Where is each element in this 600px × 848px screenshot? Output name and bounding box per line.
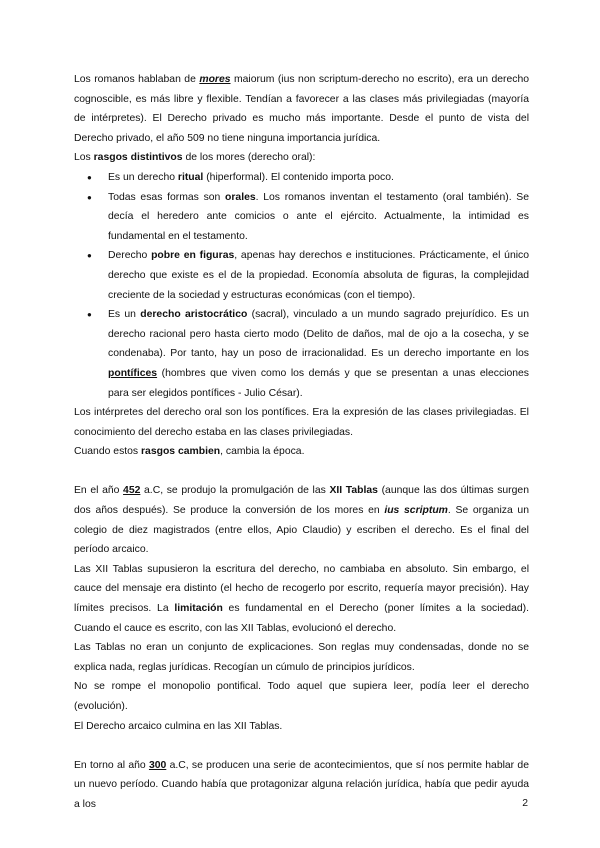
- year-300: 300: [148, 759, 167, 771]
- paragraph-escritura: Las XII Tablas supusieron la escritura del derecho, no cambiaba en absoluto. Sin embargo, el cauce del mensaje era distinto (el hecho de recogerlo por escrito, requería mayor precisión). Hay límites precisos. La limitación es fundamental en el Derecho (poner límites a la sociedad). Cuando el cauce es escrito, con las XII Tablas, evolucionó el derecho.: [74, 563, 529, 634]
- term-pontifices: pontífices: [108, 367, 158, 379]
- year-452: 452: [123, 485, 141, 497]
- paragraph-300: En torno al año 300 a.C, se producen una serie de acontecimientos, que sí nos permite hablar de un nuevo período. Cuando había que protagonizar alguna relación jurídica, había que pedir ayuda a los: [74, 759, 529, 810]
- paragraph-monopolio: No se rompe el monopolio pontifical. Todo aquel que supiera leer, podía leer el derecho (evolución).: [74, 681, 529, 712]
- paragraph-interpretes: Los intérpretes del derecho oral son los pontífices. Era la expresión de las clases privilegiadas. El conocimiento del derecho estaba en las clases privilegiadas.: [74, 407, 529, 438]
- paragraph-rasgos-intro: Los rasgos distintivos de los mores (derecho oral):: [74, 152, 316, 164]
- term-xii-tablas: XII Tablas: [329, 485, 378, 497]
- term-limitacion: limitación: [174, 603, 223, 615]
- page-content: [74, 70, 529, 815]
- term-mores: mores: [199, 74, 231, 85]
- list-item: ● Es un derecho aristocrático (sacral), vinculado a un mundo sagrado prejurídico. Es un derecho racional pero hasta cierto modo (Delito de daños, mal de ojo a la cosecha, y se condenaba). Por tanto, hay un poso de irracionalidad. Es un derecho importante en los pontífices (hombres que viven como los demás y que se presentan a unas elecciones para ser elegidos pontífices - Julio César).: [74, 305, 529, 403]
- paragraph-mores: Los romanos hablaban de mores maiorum (ius non scriptum-derecho no escrito), era un derecho cognoscible, es más libre y flexible. Tendían a favorecer a las clases más privilegiadas (mayoría de intérpretes). El Derecho privado es mucho más importante. Desde el punto de vista del Derecho privado, el año 509 no tiene ninguna importancia jurídica.: [74, 74, 529, 144]
- list-item: ● Todas esas formas son orales. Los romanos inventan el testamento (oral también). Se decía el heredero ante comicios o ante el ejército. Actualmente, la intimidad es fundamental en el testamento.: [74, 188, 529, 247]
- rasgos-list: [74, 168, 529, 403]
- list-item: ● Derecho pobre en figuras, apenas hay derechos e instituciones. Prácticamente, el único derecho que existe es el de la propiedad. Economía absoluta de figuras, la complejidad creciente de la sociedad y estructuras económicas (con el tiempo).: [74, 246, 529, 305]
- page-number: 2: [522, 798, 528, 809]
- paragraph-spacer: [74, 462, 529, 482]
- term-rasgos-distintivos: rasgos distintivos: [93, 152, 183, 164]
- paragraph-452: En el año 452 a.C, se produjo la promulgación de las XII Tablas (aunque las dos últimas surgen dos años después). Se produce la conversión de los mores en ius scriptum. Se organiza un colegio de diez magistrados (entre ellos, Apio Claudio) y escriben el derecho. Es el final del período arcaico.: [74, 485, 529, 556]
- paragraph-culmina: El Derecho arcaico culmina en las XII Tablas.: [74, 720, 283, 732]
- list-item: ● Es un derecho ritual (hiperformal). El contenido importa poco.: [74, 168, 529, 188]
- term-ius-scriptum: ius scriptum: [384, 505, 448, 517]
- paragraph-rasgos-cambien: Cuando estos rasgos cambien, cambia la época.: [74, 446, 305, 458]
- paragraph-reglas: Las Tablas no eran un conjunto de explicaciones. Son reglas muy condensadas, donde no se explica nada, reglas jurídicas. Recogían un cúmulo de principios jurídicos.: [74, 642, 529, 673]
- paragraph-spacer: [74, 736, 529, 756]
